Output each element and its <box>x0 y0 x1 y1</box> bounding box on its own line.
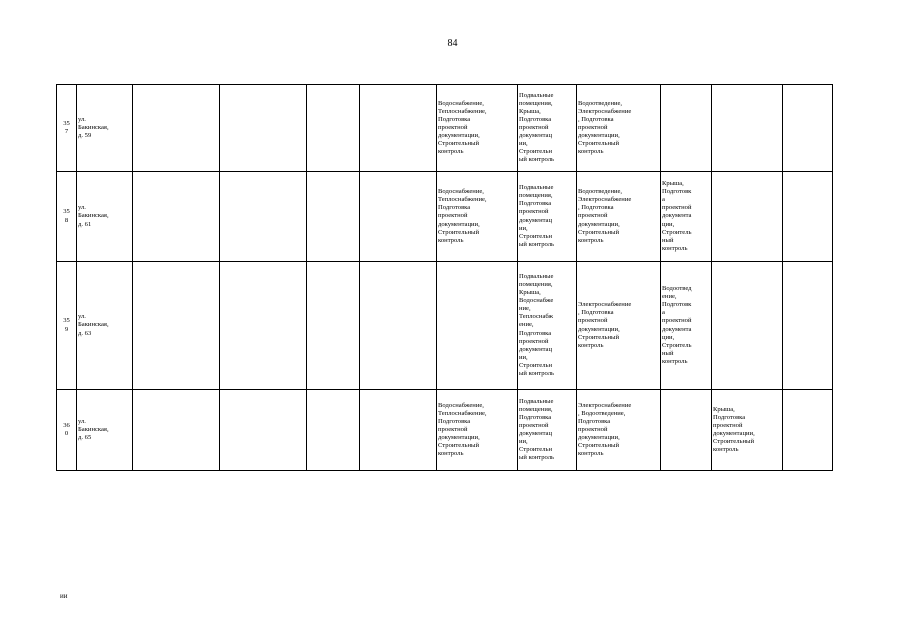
empty-cell <box>360 85 437 172</box>
empty-cell <box>360 172 437 262</box>
works-cell: Водоотведение, Электроснабжение , Подготовка проектной документации, Строительный контроль <box>577 172 661 262</box>
address-cell: ул. Бакинская, д. 65 <box>77 390 133 471</box>
works-cell <box>712 262 783 390</box>
row-number: 35 7 <box>57 85 77 172</box>
table-row <box>57 85 833 172</box>
empty-cell <box>360 390 437 471</box>
works-cell: Водоснабжение, Теплоснабжение, Подготовка проектной документации, Строительный контроль <box>437 390 518 471</box>
empty-cell <box>307 390 360 471</box>
works-cell: Водоотведение, Электроснабжение , Подготовка проектной документации, Строительный контроль <box>577 85 661 172</box>
works-cell <box>661 85 712 172</box>
empty-cell <box>307 85 360 172</box>
address-cell: ул. Бакинская, д. 63 <box>77 262 133 390</box>
empty-cell <box>307 262 360 390</box>
empty-cell <box>360 262 437 390</box>
table-row <box>57 390 833 471</box>
empty-cell <box>133 85 220 172</box>
table-row <box>57 172 833 262</box>
empty-cell <box>220 172 307 262</box>
works-cell <box>712 85 783 172</box>
empty-cell <box>133 262 220 390</box>
works-cell: Подвальные помещения, Крыша, Водоснабже ние, Теплоснабж ение, Подготовка проектной документац ии, Строительн ый контроль <box>518 262 577 390</box>
works-cell: Подвальные помещения, Подготовка проектной документац ии, Строительн ый контроль <box>518 390 577 471</box>
repair-schedule-table <box>56 84 833 471</box>
works-cell: Водоотвед ение, Подготовк а проектной документа ции, Строитель ный контроль <box>661 262 712 390</box>
works-cell: Электроснабжение , Водоотведение, Подготовка проектной документации, Строительный контроль <box>577 390 661 471</box>
empty-cell <box>783 172 833 262</box>
address-cell: ул. Бакинская, д. 59 <box>77 85 133 172</box>
empty-cell <box>783 390 833 471</box>
works-cell: Водоснабжение, Теплоснабжение, Подготовка проектной документации, Строительный контроль <box>437 85 518 172</box>
works-cell: Крыша, Подготовк а проектной документа ции, Строитель ный контроль <box>661 172 712 262</box>
works-cell <box>712 172 783 262</box>
works-cell <box>437 262 518 390</box>
empty-cell <box>133 172 220 262</box>
works-cell: Подвальные помещения, Подготовка проектной документац ии, Строительн ый контроль <box>518 172 577 262</box>
empty-cell <box>783 85 833 172</box>
empty-cell <box>220 85 307 172</box>
works-cell: Подвальные помещения, Крыша, Подготовка проектной документац ии, Строительн ый контроль <box>518 85 577 172</box>
empty-cell <box>133 390 220 471</box>
works-cell: Водоснабжение, Теплоснабжение, Подготовка проектной документации, Строительный контроль <box>437 172 518 262</box>
row-number: 35 8 <box>57 172 77 262</box>
empty-cell <box>220 262 307 390</box>
row-number: 35 9 <box>57 262 77 390</box>
works-cell <box>661 390 712 471</box>
empty-cell <box>307 172 360 262</box>
empty-cell <box>220 390 307 471</box>
works-cell: Крыша, Подготовка проектной документации, Строительный контроль <box>712 390 783 471</box>
address-cell: ул. Бакинская, д. 61 <box>77 172 133 262</box>
works-cell: Электроснабжение , Подготовка проектной документации, Строительный контроль <box>577 262 661 390</box>
footer-mark: ии <box>60 592 68 600</box>
page-number: 84 <box>447 38 458 49</box>
table-row <box>57 262 833 390</box>
row-number: 36 0 <box>57 390 77 471</box>
empty-cell <box>783 262 833 390</box>
